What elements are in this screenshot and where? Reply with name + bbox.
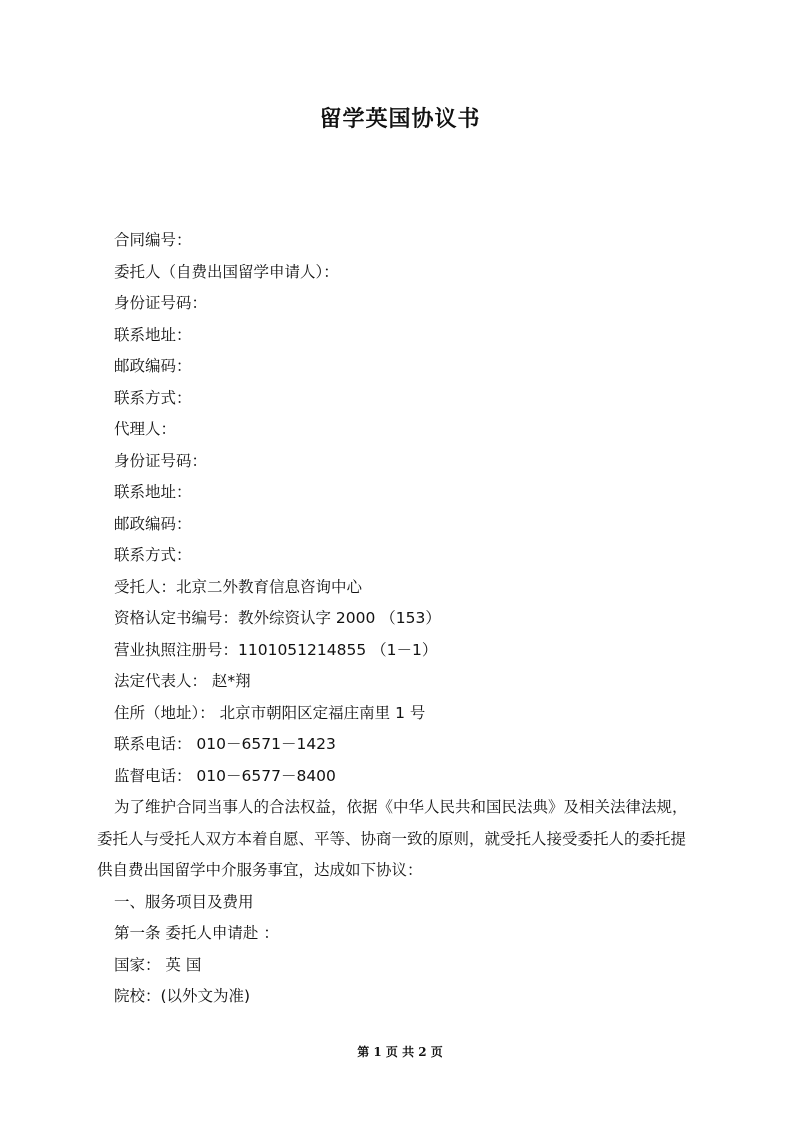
- agent-line: 代理人：: [114, 420, 177, 438]
- client-postcode-line: 邮政编码：: [114, 357, 192, 375]
- contract-number-line: 合同编号：: [114, 231, 192, 249]
- school-line: 院校：(以外文为准): [114, 987, 251, 1005]
- client-address-line: 联系地址：: [114, 325, 192, 344]
- preamble-line-2: 委托人与受托人双方本着自愿、平等、协商一致的原则，就受托人接受委托人的委托提: [97, 829, 687, 848]
- client-contact-line: 联系方式：: [114, 388, 192, 407]
- document-title: 留学英国协议书: [319, 107, 481, 132]
- agent-contact-line: 联系方式：: [114, 546, 192, 564]
- residence-line: 住所（地址）： 北京市朝阳区定福庄南里 1 号: [114, 703, 426, 722]
- qualification-line: 资格认定书编号：教外综资认字 2000 （153）: [114, 609, 441, 627]
- section-heading: 一、服务项目及费用: [114, 892, 254, 911]
- article-one-line: 第一条 委托人申请赴 ：: [114, 924, 279, 942]
- preamble-line-3: 供自费出国留学中介服务事宜，达成如下协议：: [97, 861, 423, 879]
- agent-id-line: 身份证号码：: [114, 451, 208, 470]
- phone-line: 联系电话： 010－6571－1423: [114, 735, 336, 753]
- page-footer: 第 1 页 共 2 页: [357, 1045, 443, 1059]
- agent-postcode-line: 邮政编码：: [114, 514, 192, 533]
- agent-address-line: 联系地址：: [114, 483, 192, 501]
- client-line: 委托人（自费出国留学申请人）：: [114, 262, 339, 281]
- supervision-phone-line: 监督电话： 010－6577－8400: [114, 766, 336, 785]
- trustee-line: 受托人：北京二外教育信息咨询中心: [114, 577, 363, 596]
- client-id-line: 身份证号码：: [114, 294, 208, 312]
- country-line: 国家： 英 国: [114, 955, 202, 974]
- license-line: 营业执照注册号：1101051214855 （1－1）: [114, 640, 438, 659]
- legal-representative-line: 法定代表人： 赵*翔: [114, 672, 251, 690]
- document-body: [97, 225, 717, 1013]
- preamble-line-1: 为了维护合同当事人的合法权益，依据《中华人民共和国民法典》及相关法律法规，: [114, 798, 688, 816]
